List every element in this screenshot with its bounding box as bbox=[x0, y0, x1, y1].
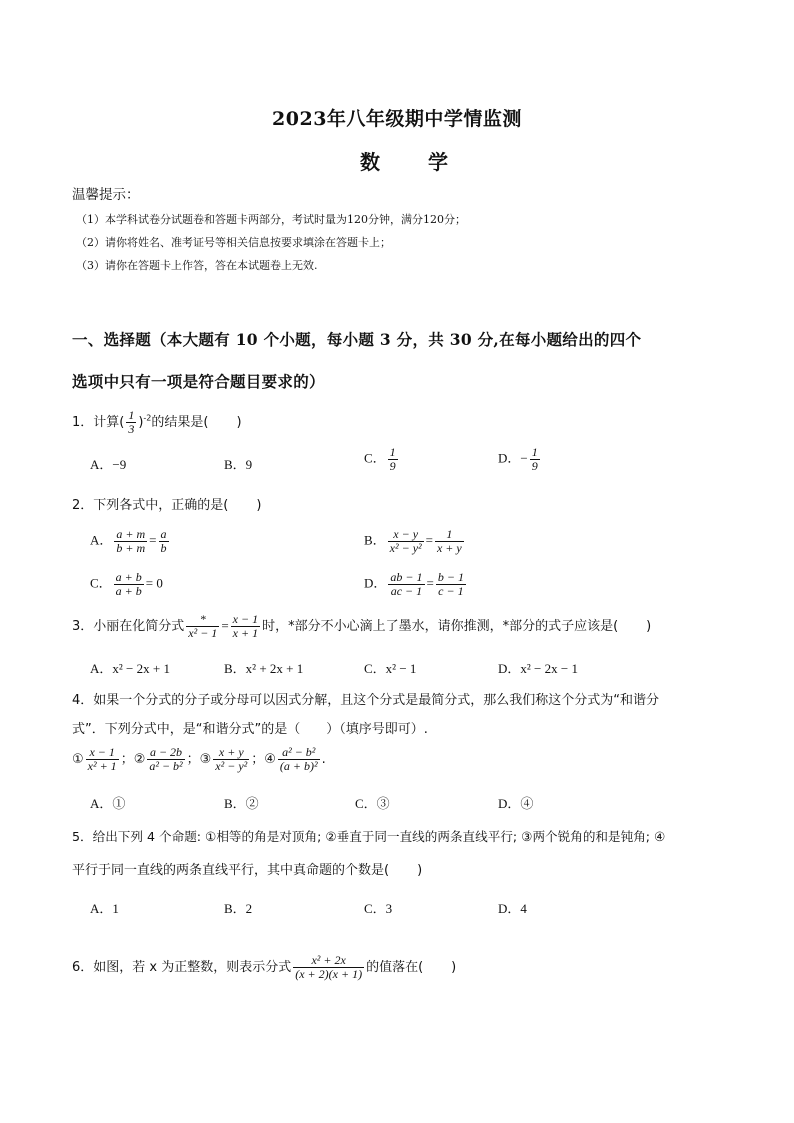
question-4-line2: 式”．下列分式中，是“和谐分式”的是（ ）（填序号即可）. bbox=[72, 722, 428, 737]
tip-item-1: （1）本学科试卷分试题卷和答题卡两部分，考试时量为120分钟，满分120分； bbox=[76, 213, 466, 226]
q6-prefix: 6．如图，若 x 为正整数，则表示分式 bbox=[72, 960, 292, 975]
q2-d-den1: ac − 1 bbox=[390, 584, 423, 598]
q2-a-den2: b bbox=[160, 541, 167, 555]
tips-heading: 温馨提示： bbox=[72, 187, 140, 203]
q4-option-b: B．② bbox=[224, 796, 259, 811]
q1-option-d bbox=[498, 446, 542, 473]
q5-line2-text: 平行于同一直线的两条直线平行，其中真命题的个数是( bbox=[72, 863, 390, 878]
q2-c-eq: = 0 bbox=[145, 575, 163, 591]
q4-i4-num: a² − b² bbox=[278, 746, 320, 760]
q3-close: ) bbox=[646, 619, 652, 634]
q1-c-den: 9 bbox=[389, 459, 396, 473]
q2-b-num2: 1 bbox=[435, 528, 464, 542]
q2-b-num1: x − y bbox=[388, 528, 424, 542]
q2-a-num2: a bbox=[160, 527, 167, 541]
q2-close: ) bbox=[256, 498, 262, 513]
q5-option-b: B．2 bbox=[224, 901, 253, 916]
q2-d-den2: c − 1 bbox=[438, 584, 464, 598]
q1-frac-num: 1 bbox=[128, 408, 135, 422]
q5-option-a: A．1 bbox=[90, 901, 119, 916]
q3-suffix: 时，*部分不小心滴上了墨水，请你推测，*部分的式子应该是( bbox=[262, 619, 619, 634]
q3-option-c: C．x² − 1 bbox=[364, 661, 417, 676]
q2-a-eq: = bbox=[149, 532, 157, 548]
q4-i3-num: x + y bbox=[213, 746, 249, 760]
q1-fraction bbox=[126, 409, 136, 436]
question-4-line1: 4．如果一个分式的分子或分母可以因式分解，且这个分式是最简分式，那么我们称这个分式为“和谐分 bbox=[72, 693, 660, 708]
q4-item1-mark: ① bbox=[72, 752, 84, 767]
q1-frac-den: 3 bbox=[128, 422, 135, 436]
q2-a-den1: b + m bbox=[116, 541, 146, 555]
q2-option-b bbox=[364, 528, 466, 555]
q6-num: x² + 2x bbox=[293, 954, 364, 968]
subject-title: 数 学 bbox=[360, 150, 462, 174]
q3-option-b: B．x² + 2x + 1 bbox=[224, 661, 304, 676]
q2-option-c bbox=[90, 571, 163, 598]
q6-close: ) bbox=[451, 960, 457, 975]
q2-b-label: B． bbox=[364, 532, 386, 548]
q2-d-eq: = bbox=[426, 575, 434, 591]
q4-i2-num: a − 2b bbox=[147, 746, 184, 760]
q2-a-label: A． bbox=[90, 532, 113, 548]
q3-f1-den: x² − 1 bbox=[188, 626, 218, 640]
q4-i1-num: x − 1 bbox=[86, 746, 119, 760]
q6-den: (x + 2)(x + 1) bbox=[295, 967, 363, 981]
q4-sep2: ；③ bbox=[186, 752, 212, 767]
q3-prefix: 3．小丽在化简分式 bbox=[72, 619, 185, 634]
q1-d-num: 1 bbox=[531, 445, 538, 459]
q6-suffix: 的值落在( bbox=[366, 960, 424, 975]
q1-exponent: -2 bbox=[143, 413, 152, 423]
tip-item-2: （2）请你将姓名、准考证号等相关信息按要求填涂在答题卡上； bbox=[76, 236, 391, 249]
q4-sep3: ；④ bbox=[251, 752, 276, 767]
q4-end: . bbox=[321, 752, 326, 767]
section-heading-line2: 选项中只有一项是符合题目要求的） bbox=[72, 372, 325, 391]
q4-option-c: C．③ bbox=[355, 796, 390, 811]
q2-option-a bbox=[90, 528, 171, 555]
q1-option-a: A．−9 bbox=[90, 457, 127, 472]
q2-b-den2: x + y bbox=[436, 541, 462, 555]
q4-option-d: D．④ bbox=[498, 796, 534, 811]
q1-close: ) bbox=[236, 415, 242, 430]
q2-d-num1: ab − 1 bbox=[390, 570, 423, 584]
q3-f2-den: x + 1 bbox=[232, 626, 259, 640]
q5-option-d: D．4 bbox=[498, 901, 527, 916]
q4-i2-den: a² − b² bbox=[149, 759, 183, 773]
q1-option-c-label: C． bbox=[364, 450, 386, 466]
q5-option-c: C．3 bbox=[364, 901, 393, 916]
q3-option-d: D．x² − 2x − 1 bbox=[498, 661, 578, 676]
question-5-line2 bbox=[72, 859, 422, 878]
q4-items bbox=[72, 746, 326, 773]
q4-i1-den: x² + 1 bbox=[87, 759, 117, 773]
q2-option-d bbox=[364, 571, 468, 598]
q2-b-eq: = bbox=[425, 532, 433, 548]
q1-suffix: 的结果是( bbox=[151, 415, 209, 430]
question-1: 1．计算( $\frac{1}{3}$ )$^{-2}$的结果是( ) bbox=[72, 408, 242, 436]
q1-option-b: B．9 bbox=[224, 457, 253, 472]
tip-item-3: （3）请你在答题卡上作答，答在本试题卷上无效. bbox=[76, 259, 318, 272]
q2-d-num2: b − 1 bbox=[437, 570, 464, 584]
q2-c-num: a + b bbox=[115, 570, 142, 584]
q4-option-a: A．① bbox=[90, 796, 126, 811]
q3-option-a: A．x² − 2x + 1 bbox=[90, 661, 170, 676]
q1-d-den: 9 bbox=[531, 459, 538, 473]
q4-i3-den: x² − y² bbox=[215, 759, 248, 773]
q3-eq: = bbox=[221, 618, 229, 633]
q4-i4-den: (a + b)² bbox=[279, 759, 318, 773]
question-5-line1: 5．给出下列 4 个命题: ①相等的角是对顶角; ②垂直于同一直线的两条直线平行; ③两个锐角的和是钝角; ④ bbox=[72, 829, 666, 844]
q1-prefix: 1．计算( bbox=[72, 415, 125, 430]
q1-option-d-label: D．− bbox=[498, 450, 528, 466]
q2-d-label: D． bbox=[364, 575, 387, 591]
q2-b-den1: x² − y² bbox=[389, 541, 422, 555]
q2-a-num1: a + m bbox=[116, 527, 146, 541]
section-heading-line1: 一、选择题（本大题有 10 个小题，每小题 3 分，共 30 分,在每小题给出的四个 bbox=[72, 330, 642, 349]
question-3 bbox=[72, 613, 651, 640]
page-title: 2023年八年级期中学情监测 bbox=[272, 108, 522, 130]
q3-f2-num: x − 1 bbox=[232, 612, 259, 626]
q4-sep1: ；② bbox=[120, 752, 146, 767]
q2-stem: 2．下列各式中，正确的是( bbox=[72, 498, 229, 513]
q3-f1-num: * bbox=[186, 613, 219, 627]
question-2 bbox=[72, 494, 261, 513]
q1-c-num: 1 bbox=[389, 445, 396, 459]
q2-c-den: a + b bbox=[115, 584, 142, 598]
question-6 bbox=[72, 954, 456, 981]
q5-close: ) bbox=[417, 863, 423, 878]
q1-option-c bbox=[364, 446, 400, 473]
q2-c-label: C． bbox=[90, 575, 112, 591]
